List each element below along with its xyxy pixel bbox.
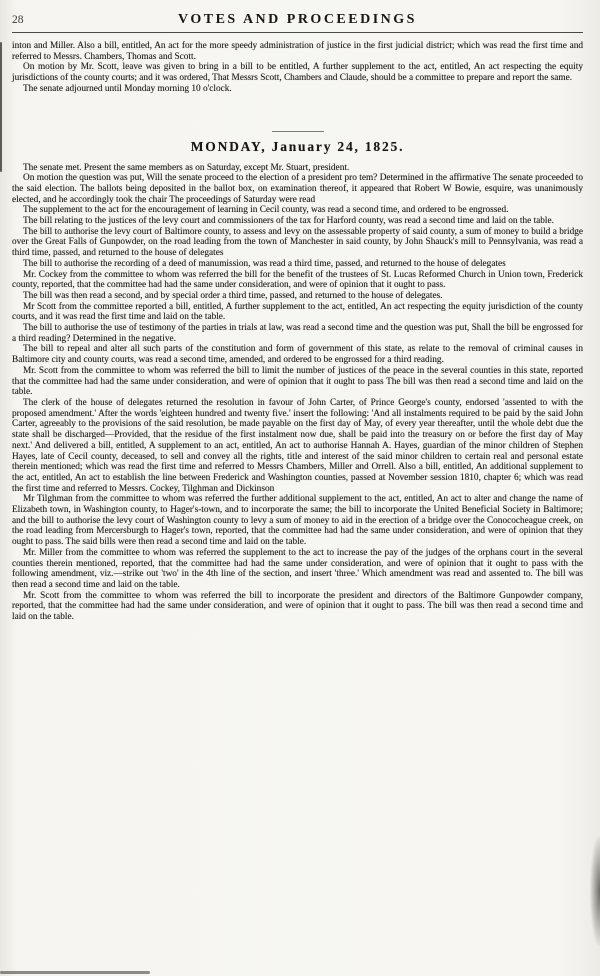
paragraph: The clerk of the house of delegates returned the resolution in favour of John Carter, of Prince George's county, endorsed 'assented to with the proposed amendment.' After the words 'eighteen hundred and twenty five.' insert the following: 'And all instalments required to be paid by the said John Carter, agreeably to the provisions of the said resolution, be made payable on the first day of May, of every year thereafter, until the whole debt due the state shall be discharged—Provided, that the residue of the first instalment now due, shall be paid into the treasury on or before the first day of May next.' And delivered a bill, entitled, A supplement to an act, entitled, An act to authorise Hannah A. Hayes, guardian of the minor children of Stephen Hayes, late of Cecil county, deceased, to sell and convey all the rights, title and interest of the said minor children to certain real and personal estate therein mentioned; which was read the first time and referred to Messrs Chambers, Miller and Orrell. Also a bill, entitled, An additional supplement to the act, entitled, An act to establish the line between Frederick and Washington counties, passed at November session 1810, chapter 6; which was read the first time and referred to Messrs. Cockey, Tilghman and Dickinson [12,397,583,494]
paragraph: The supplement to the act for the encouragement of learning in Cecil county, was read a second time, and ordered to be engrossed. [23,205,509,216]
scan-artifact-bottom-edge [0,971,150,974]
paragraph: Mr. Scott from the committee to whom was referred the bill to incorporate the president and directors of the Baltimore Gunpowder company, reported, that the committee had had the same under consideration, and were of opinion that it ought to pass. The bill was then read a second time and laid on the table. [12,590,583,623]
paragraph: Mr. Miller from the committee to whom was referred the supplement to the act to increase the pay of the judges of the orphans court in the several counties therein mentioned, reported, that the committee had had the same under consideration, and were of opinion that it ought to pass with the following amendment, viz.—strike out 'two' in the 4th line of the section, and insert 'three.' Which amendment was read and assented to. The bill was then read a second time and laid on the table. [12,547,583,590]
paragraph: Mr Tilghman from the committee to whom was referred the further additional supplement to the act, entitled, An act to alter and change the name of Elizabeth town, in Washington county, to Hager's-town, and to incorporate the same; the bill to incorporate the United Beneficial Society in Baltimore; and the bill to authorise the levy court of Washington county to levy a sum of money to aid in the erection of a bridge over the Conococheague creek, on the road leading from Mercersburgh to Hager's town, reported, that the committee had had the same under consideration, and were of opinion that they ought to pass. The said bills were then read a second time and laid on the table. [12,494,583,548]
paragraph: The senate met. Present the same members as on Saturday, except Mr. Stuart, president. [23,162,350,173]
running-header [12,12,583,28]
session-heading: MONDAY, January 24, 1825. [190,138,405,154]
paragraph: The bill was then read a second, and by special order a third time, passed, and returned to the house of delegates. [23,290,443,301]
page-number: 28 [12,14,24,26]
paragraph: The bill to authorise the levy court of Baltimore county, to assess and levy on the assessable property of said county, a sum of money to build a bridge over the Great Falls of Gunpowder, on the road leading from the town of Manchester in said county, by John Shauck's mill to Pennsylvania, was read a third time, passed, and returned to the house of delegates [12,226,583,259]
running-header-title: VOTES AND PROCEEDINGS [178,12,417,27]
paragraph: On motion by Mr. Scott, leave was given to bring in a bill to be entitled, A further supplement to the act, entitled, An act respecting the equity jurisdictions of the county courts; and it was ordered, That Messrs Scott, Chambers and Claude, should be a committee to prepare and report the same. [12,62,583,84]
paragraph: The bill to repeal and alter all such parts of the constitution and form of government of this state, as relate to the removal of criminal causes in Baltimore city and county courts, was read a second time, amended, and ordered to be engrossed for a third reading. [12,344,583,366]
scan-artifact-corner-smudge [590,836,600,946]
header-rule [12,32,583,33]
paragraph: Mr Scott from the committee reported a bill, entitled, A further supplement to the act, entitled, An act respecting the equity jurisdiction of the county courts, and it was read the first time and laid on the table. [12,301,583,323]
paragraph: inton and Miller. Also a bill, entitled, An act for the more speedy administration of justice in the first judicial district; which was read the first time and referred to Messrs. Chambers, Thomas and Scott. [12,41,583,62]
paragraph: Mr. Scott from the committee to whom was referred the bill to limit the number of justices of the peace in the several counties in this state, reported that the committee had had the same under consideration, and were of opinion that it ought to pass The bill was then read a second time and laid on the table. [12,365,583,398]
paragraph: On motion the question was put, Will the senate proceed to the election of a president pro tem? Determined in the affirmative The senate proceeded to the said election. The ballots being deposited in the ballot box, on examination thereof, it appeared that Robert W Bowie, esquire, was unanimously elected, and he accordingly took the chair The proceedings of Saturday were read [12,173,583,205]
section-divider-rule [272,131,324,132]
paragraph: The bill relating to the justices of the levy court and commissioners of the tax for Harford county, was read a second time and laid on the table. [23,216,554,227]
saturday-proceedings [12,41,583,95]
paragraph: Mr. Cockey from the committee to whom was referred the bill for the benefit of the trustees of St. Lucas Reformed Church in Union town, Frederick county, reported, that the committee had had the same under consideration, and were of opinion that it ought to pass. [12,269,583,291]
paragraph: The bill to authorise the recording of a deed of manumission, was read a third time, passed, and returned to the house of delegates [23,258,506,269]
paragraph: The bill to authorise the use of testimony of the parties in trials at law, was read a second time and the question was put, Shall the bill be engrossed for a third reading? Determined in the negative. [12,323,583,344]
paragraph: The senate adjourned until Monday morning 10 o'clock. [23,83,232,94]
monday-proceedings [12,163,583,623]
